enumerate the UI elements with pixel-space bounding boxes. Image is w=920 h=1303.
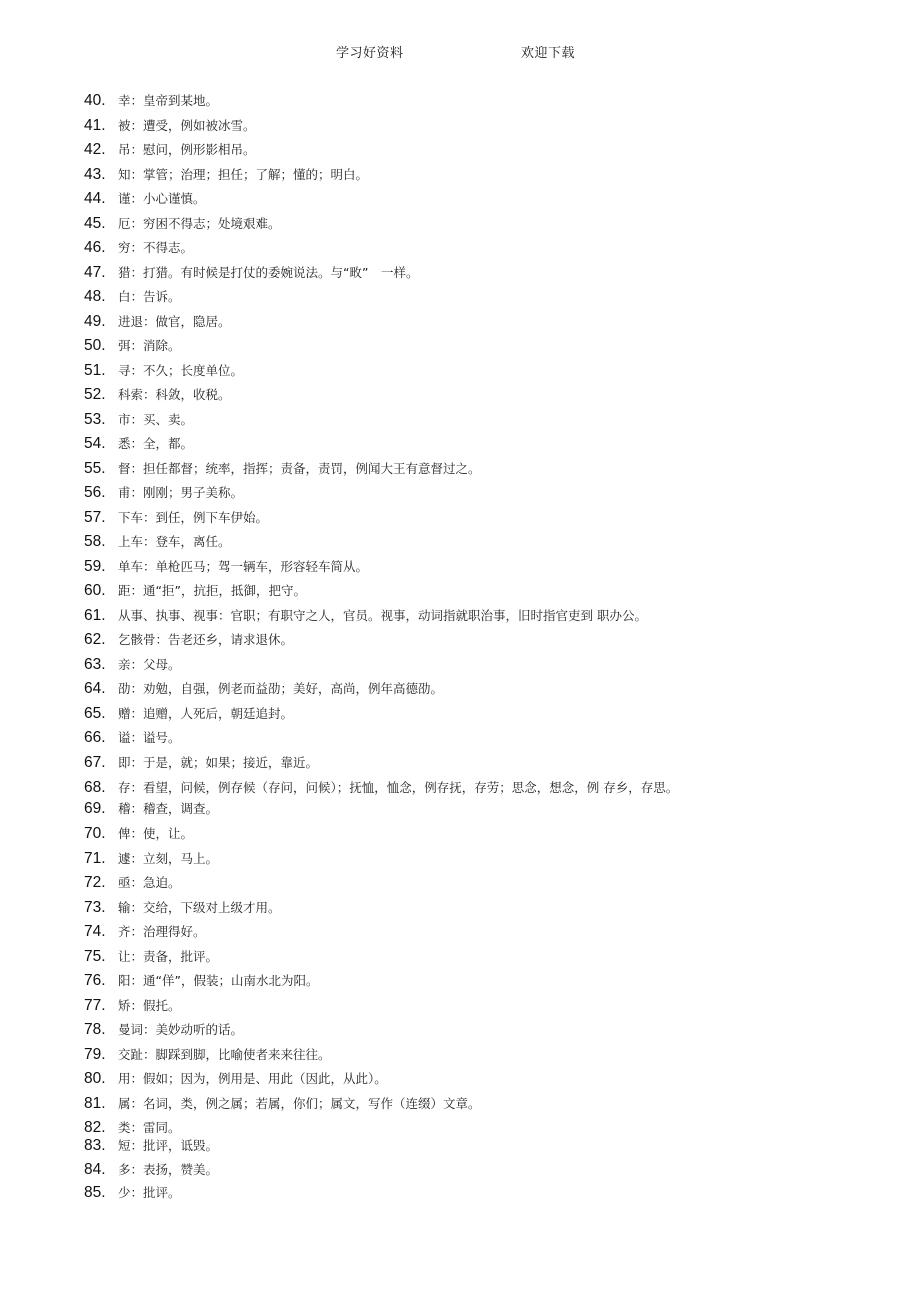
entry-number: 73. bbox=[84, 899, 106, 916]
entry-separator: ： bbox=[130, 900, 144, 915]
entry-separator: ： bbox=[130, 681, 144, 696]
entry-definition: 皇帝到某地。 bbox=[143, 93, 219, 108]
list-item bbox=[84, 605, 647, 625]
list-item bbox=[84, 335, 181, 355]
list-item bbox=[84, 678, 443, 698]
entry-number: 40. bbox=[84, 92, 106, 109]
entry-separator: ： bbox=[130, 657, 144, 672]
list-item bbox=[84, 1093, 481, 1113]
list-item bbox=[84, 946, 218, 966]
entry-separator: ： bbox=[130, 363, 144, 378]
list-item bbox=[84, 531, 231, 551]
page-header bbox=[0, 42, 920, 62]
list-item bbox=[84, 188, 206, 208]
list-item bbox=[84, 1135, 218, 1155]
entry-separator: ： bbox=[130, 485, 144, 500]
entry-separator: ： bbox=[130, 118, 144, 133]
entry-separator: ： bbox=[130, 924, 144, 939]
entry-term: 督 bbox=[118, 461, 131, 476]
entry-definition: 遭受，例如被冰雪。 bbox=[143, 118, 256, 133]
entry-term: 甫 bbox=[118, 485, 131, 500]
entry-separator: ： bbox=[130, 973, 144, 988]
entry-definition: 穷困不得志；处境艰难。 bbox=[143, 216, 281, 231]
entry-term: 厄 bbox=[118, 216, 131, 231]
entry-number: 79. bbox=[84, 1046, 106, 1063]
entry-number: 43. bbox=[84, 166, 106, 183]
entry-separator: ： bbox=[130, 167, 144, 182]
entry-number: 59. bbox=[84, 558, 106, 575]
entry-term: 俾 bbox=[118, 826, 131, 841]
list-item bbox=[84, 798, 218, 818]
list-item bbox=[84, 482, 243, 502]
entry-separator: ： bbox=[143, 510, 156, 525]
list-item bbox=[84, 1159, 218, 1179]
list-item bbox=[84, 995, 181, 1015]
entry-number: 58. bbox=[84, 533, 106, 550]
entry-term: 交趾 bbox=[118, 1047, 144, 1062]
entry-term: 稽 bbox=[118, 801, 131, 816]
entry-separator: ： bbox=[130, 191, 144, 206]
entry-separator: ： bbox=[130, 412, 144, 427]
entry-separator: ： bbox=[130, 1138, 144, 1153]
entry-term: 被 bbox=[118, 118, 131, 133]
entry-number: 45. bbox=[84, 215, 106, 232]
entry-definition: 使，让。 bbox=[143, 826, 194, 841]
entry-definition: 稽查，调查。 bbox=[143, 801, 219, 816]
list-item bbox=[84, 1117, 181, 1137]
list-item bbox=[84, 823, 193, 843]
entry-separator: ： bbox=[130, 436, 144, 451]
entry-definition: 掌管；治理；担任；了解；懂的；明白。 bbox=[143, 167, 369, 182]
entry-number: 80. bbox=[84, 1070, 106, 1087]
entry-separator: ： bbox=[130, 801, 144, 816]
list-item bbox=[84, 311, 231, 331]
entry-term: 短 bbox=[118, 1138, 131, 1153]
entry-number: 85. bbox=[84, 1184, 106, 1201]
entry-term: 少 bbox=[118, 1185, 131, 1200]
entry-number: 60. bbox=[84, 582, 106, 599]
entry-separator: ： bbox=[130, 1096, 144, 1111]
entry-number: 53. bbox=[84, 411, 106, 428]
entry-term: 齐 bbox=[118, 924, 131, 939]
entry-definition: 买、卖。 bbox=[143, 412, 194, 427]
list-item bbox=[84, 409, 193, 429]
entry-separator: ： bbox=[155, 632, 169, 647]
list-item bbox=[84, 1019, 243, 1039]
entry-number: 46. bbox=[84, 239, 106, 256]
entry-definition: 到任，例下车伊始。 bbox=[155, 510, 269, 525]
list-item bbox=[84, 115, 256, 135]
entry-separator: ： bbox=[130, 583, 144, 598]
entry-term: 弭 bbox=[118, 338, 131, 353]
header-left-text: 学习好资料 bbox=[336, 46, 404, 61]
entry-definition: 谥号。 bbox=[143, 730, 181, 745]
entry-term: 下车 bbox=[118, 510, 144, 525]
entry-definition: 追赠，人死后，朝廷追封。 bbox=[143, 706, 294, 721]
entry-term: 曼词 bbox=[118, 1022, 144, 1037]
list-item bbox=[84, 1044, 331, 1064]
entry-number: 57. bbox=[84, 509, 106, 526]
entry-definition: 消除。 bbox=[143, 338, 181, 353]
entry-definition: 官职；有职守之人，官员。视事，动词指就职治事，旧时指官吏到 职办公。 bbox=[230, 608, 648, 623]
entry-separator: ： bbox=[130, 240, 144, 255]
entry-definition: 立刻，马上。 bbox=[143, 851, 219, 866]
entry-separator: ： bbox=[130, 851, 144, 866]
entry-definition: 告诉。 bbox=[143, 289, 181, 304]
entry-number: 82. bbox=[84, 1119, 106, 1136]
list-item bbox=[84, 507, 268, 527]
entry-separator: ： bbox=[130, 338, 144, 353]
list-item bbox=[84, 360, 243, 380]
list-item bbox=[84, 556, 368, 576]
entry-separator: ： bbox=[143, 1022, 156, 1037]
entry-definition: 假托。 bbox=[143, 998, 181, 1013]
entry-term: 从事、执事、视事 bbox=[118, 608, 219, 623]
entry-number: 68. bbox=[84, 779, 106, 796]
entry-number: 47. bbox=[84, 264, 106, 281]
entry-definition: 打猎。有时候是打仗的委婉说法。与“畋” 一样。 bbox=[143, 265, 419, 280]
entry-term: 遽 bbox=[118, 851, 131, 866]
entry-separator: ： bbox=[143, 1047, 156, 1062]
entry-separator: ： bbox=[130, 730, 144, 745]
entry-definition: 雷同。 bbox=[143, 1120, 181, 1135]
entry-definition: 假如；因为，例用是、用此（因此，从此）。 bbox=[143, 1071, 387, 1086]
list-item bbox=[84, 848, 218, 868]
entry-definition: 不久；长度单位。 bbox=[143, 363, 244, 378]
list-item bbox=[84, 703, 293, 723]
entry-number: 74. bbox=[84, 923, 106, 940]
entry-number: 64. bbox=[84, 680, 106, 697]
entry-term: 存 bbox=[118, 780, 131, 795]
entry-term: 谥 bbox=[118, 730, 131, 745]
entry-number: 50. bbox=[84, 337, 106, 354]
entry-term: 白 bbox=[118, 289, 131, 304]
entry-term: 谨 bbox=[118, 191, 131, 206]
entry-definition: 交给，下级对上级才用。 bbox=[143, 900, 281, 915]
list-item bbox=[84, 433, 193, 453]
entry-term: 吊 bbox=[118, 142, 131, 157]
entry-number: 44. bbox=[84, 190, 106, 207]
entry-separator: ： bbox=[130, 142, 144, 157]
entry-separator: ： bbox=[130, 1071, 144, 1086]
entry-term: 猎 bbox=[118, 265, 131, 280]
entry-definition: 劝勉，自强，例老而益劭；美好，高尚，例年高德劭。 bbox=[143, 681, 444, 696]
entry-definition: 急迫。 bbox=[143, 875, 181, 890]
entry-number: 66. bbox=[84, 729, 106, 746]
entry-number: 70. bbox=[84, 825, 106, 842]
entry-definition: 于是，就；如果；接近，靠近。 bbox=[143, 755, 319, 770]
list-item bbox=[84, 654, 181, 674]
entry-definition: 责备，批评。 bbox=[143, 949, 219, 964]
list-item bbox=[84, 90, 218, 110]
entry-definition: 做官，隐居。 bbox=[155, 314, 231, 329]
entry-separator: ： bbox=[130, 1185, 144, 1200]
entry-number: 75. bbox=[84, 948, 106, 965]
entry-term: 幸 bbox=[118, 93, 131, 108]
entry-separator: ： bbox=[130, 949, 144, 964]
entry-separator: ： bbox=[130, 1120, 144, 1135]
entry-number: 77. bbox=[84, 997, 106, 1014]
entry-term: 距 bbox=[118, 583, 131, 598]
entry-term: 输 bbox=[118, 900, 131, 915]
entry-term: 寻 bbox=[118, 363, 131, 378]
entry-term: 多 bbox=[118, 1162, 131, 1177]
list-item bbox=[84, 286, 181, 306]
entry-number: 49. bbox=[84, 313, 106, 330]
list-item bbox=[84, 237, 193, 257]
entry-definition: 全，都。 bbox=[143, 436, 194, 451]
entry-term: 即 bbox=[118, 755, 131, 770]
entry-separator: ： bbox=[130, 826, 144, 841]
list-item bbox=[84, 872, 181, 892]
entry-number: 81. bbox=[84, 1095, 106, 1112]
entry-definition: 慰问，例形影相吊。 bbox=[143, 142, 256, 157]
entry-separator: ： bbox=[130, 461, 144, 476]
entry-separator: ： bbox=[143, 534, 156, 549]
entry-definition: 批评，诋毁。 bbox=[143, 1138, 219, 1153]
entry-definition: 科敛，收税。 bbox=[155, 387, 231, 402]
entry-definition: 刚刚；男子美称。 bbox=[143, 485, 244, 500]
entry-definition: 小心谨慎。 bbox=[143, 191, 206, 206]
entry-definition: 登车，离任。 bbox=[155, 534, 231, 549]
entry-separator: ： bbox=[130, 706, 144, 721]
entry-separator: ： bbox=[130, 93, 144, 108]
entry-term: 上车 bbox=[118, 534, 144, 549]
entry-definition: 批评。 bbox=[143, 1185, 181, 1200]
entry-number: 72. bbox=[84, 874, 106, 891]
entry-definition: 治理得好。 bbox=[143, 924, 206, 939]
entry-term: 乞骸骨 bbox=[118, 632, 156, 647]
entry-number: 48. bbox=[84, 288, 106, 305]
list-item bbox=[84, 629, 293, 649]
entry-term: 穷 bbox=[118, 240, 131, 255]
entry-separator: ： bbox=[143, 314, 156, 329]
entry-number: 83. bbox=[84, 1137, 106, 1154]
entry-term: 市 bbox=[118, 412, 131, 427]
entry-term: 劭 bbox=[118, 681, 131, 696]
entry-number: 76. bbox=[84, 972, 106, 989]
entry-number: 69. bbox=[84, 800, 106, 817]
entry-term: 亲 bbox=[118, 657, 131, 672]
list-item bbox=[84, 164, 368, 184]
entry-number: 65. bbox=[84, 705, 106, 722]
entry-term: 用 bbox=[118, 1071, 131, 1086]
entry-number: 67. bbox=[84, 754, 106, 771]
list-item bbox=[84, 777, 678, 797]
entry-number: 55. bbox=[84, 460, 106, 477]
header-right-text: 欢迎下载 bbox=[521, 46, 576, 61]
entry-number: 54. bbox=[84, 435, 106, 452]
entry-separator: ： bbox=[143, 387, 156, 402]
entry-definition: 单枪匹马；驾一辆车，形容轻车简从。 bbox=[155, 559, 369, 574]
entry-definition: 表扬，赞美。 bbox=[143, 1162, 219, 1177]
entry-number: 71. bbox=[84, 850, 106, 867]
entry-separator: ： bbox=[130, 998, 144, 1013]
list-item bbox=[84, 262, 418, 282]
list-item bbox=[84, 384, 231, 404]
entry-term: 类 bbox=[118, 1120, 131, 1135]
entry-separator: ： bbox=[130, 755, 144, 770]
entry-definition: 父母。 bbox=[143, 657, 181, 672]
entry-term: 悉 bbox=[118, 436, 131, 451]
entry-term: 让 bbox=[118, 949, 131, 964]
entry-definition: 脚踩到脚，比喻使者来来往往。 bbox=[155, 1047, 331, 1062]
list-item bbox=[84, 1182, 181, 1202]
list-item bbox=[84, 970, 318, 990]
entry-separator: ： bbox=[130, 265, 144, 280]
list-item bbox=[84, 458, 481, 478]
entry-term: 知 bbox=[118, 167, 131, 182]
entry-number: 84. bbox=[84, 1161, 106, 1178]
entry-number: 63. bbox=[84, 656, 106, 673]
entry-separator: ： bbox=[130, 1162, 144, 1177]
list-item bbox=[84, 580, 306, 600]
entry-definition: 通“佯”，假装；山南水北为阳。 bbox=[143, 973, 319, 988]
entry-number: 78. bbox=[84, 1021, 106, 1038]
list-item bbox=[84, 897, 281, 917]
entry-term: 亟 bbox=[118, 875, 131, 890]
entry-term: 矫 bbox=[118, 998, 131, 1013]
entry-definition: 美妙动听的话。 bbox=[155, 1022, 244, 1037]
entry-definition: 担任都督；统率，指挥；责备，责罚，例闻大王有意督过之。 bbox=[143, 461, 481, 476]
entry-definition: 看望，问候，例存候（存问，问候）；抚恤，恤念，例存抚，存劳；思念，想念，例 存乡，存思。 bbox=[143, 780, 679, 795]
entry-number: 56. bbox=[84, 484, 106, 501]
entry-term: 科索 bbox=[118, 387, 144, 402]
entry-term: 赠 bbox=[118, 706, 131, 721]
entry-term: 进退 bbox=[118, 314, 144, 329]
entry-number: 62. bbox=[84, 631, 106, 648]
entry-definition: 名词，类，例之属；若属，你们；属文，写作（连缀）文章。 bbox=[143, 1096, 481, 1111]
list-item bbox=[84, 727, 181, 747]
entry-number: 61. bbox=[84, 607, 106, 624]
entry-definition: 告老还乡，请求退休。 bbox=[168, 632, 294, 647]
entry-definition: 不得志。 bbox=[143, 240, 194, 255]
entry-separator: ： bbox=[130, 875, 144, 890]
entry-number: 51. bbox=[84, 362, 106, 379]
list-item bbox=[84, 921, 206, 941]
entry-separator: ： bbox=[143, 559, 156, 574]
list-item bbox=[84, 139, 256, 159]
list-item bbox=[84, 1068, 387, 1088]
entry-number: 52. bbox=[84, 386, 106, 403]
entry-number: 42. bbox=[84, 141, 106, 158]
entry-separator: ： bbox=[218, 608, 231, 623]
entry-separator: ： bbox=[130, 216, 144, 231]
entry-term: 单车 bbox=[118, 559, 144, 574]
entry-term: 属 bbox=[118, 1096, 131, 1111]
entry-separator: ： bbox=[130, 289, 144, 304]
entry-number: 41. bbox=[84, 117, 106, 134]
list-item bbox=[84, 213, 281, 233]
entry-term: 阳 bbox=[118, 973, 131, 988]
entry-definition: 通“拒”，抗拒，抵御，把守。 bbox=[143, 583, 306, 598]
list-item bbox=[84, 752, 318, 772]
entry-separator: ： bbox=[130, 780, 144, 795]
